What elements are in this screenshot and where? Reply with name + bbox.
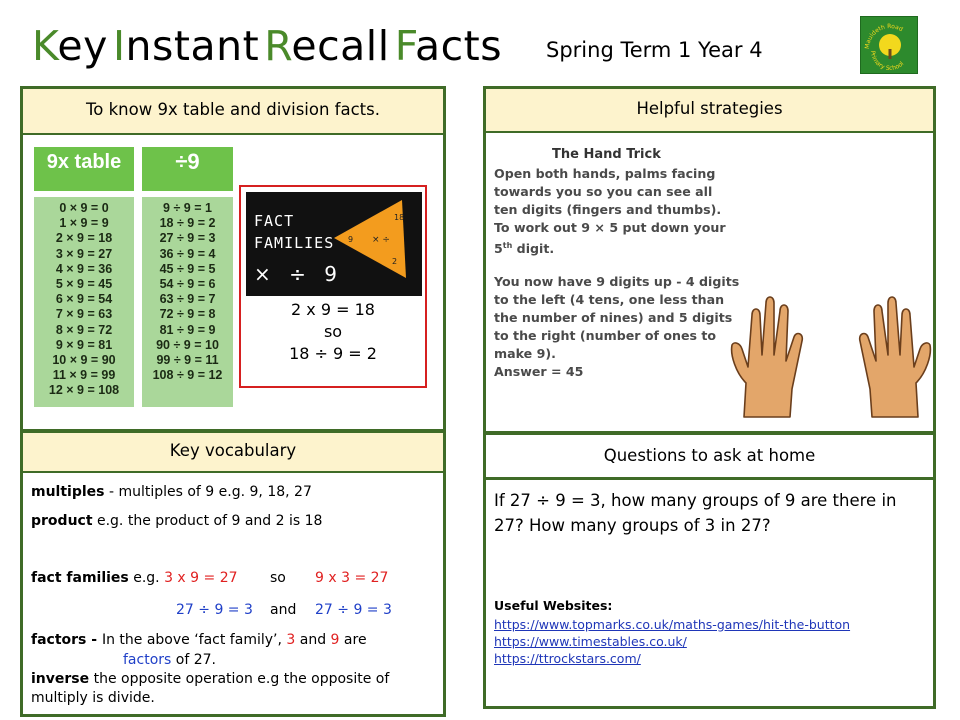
times-table-header: 9x table — [34, 147, 134, 191]
fact-family-image-label: FAMILIES — [254, 234, 335, 252]
fact-family-line: 18 ÷ 9 = 2 — [289, 344, 377, 363]
table-row: 81 ÷ 9 = 9 — [159, 322, 216, 337]
hands-icon — [726, 285, 936, 423]
table-row: 45 ÷ 9 = 5 — [159, 261, 216, 276]
table-row: 4 × 9 = 36 — [55, 261, 113, 276]
table-row: 12 × 9 = 108 — [48, 383, 120, 398]
table-row: 9 ÷ 9 = 1 — [163, 201, 212, 215]
hand-trick-title: The Hand Trick — [552, 147, 661, 162]
link-timestables[interactable]: https://www.timestables.co.uk/ — [494, 634, 687, 649]
vocab-multiples: multiples - multiples of 9 e.g. 9, 18, 27 — [31, 484, 312, 500]
svg-text:Primary School: Primary School — [868, 50, 906, 73]
link-topmarks[interactable]: https://www.topmarks.co.uk/maths-games/hit-the-button — [494, 617, 851, 632]
table-row: 11 × 9 = 99 — [52, 368, 116, 383]
table-row: 2 × 9 = 18 — [55, 231, 113, 246]
vocab-eq2: 9 x 3 = 27 — [315, 570, 389, 586]
fact-triangle-icon — [330, 198, 420, 282]
link-ttrockstars[interactable]: https://ttrockstars.com/ — [494, 651, 641, 666]
facts-heading: To know 9x table and division facts. — [23, 89, 443, 135]
vocab-product: product e.g. the product of 9 and 2 is 18 — [31, 513, 323, 529]
svg-text:Mauldeth Road: Mauldeth Road — [863, 22, 905, 50]
triangle-right-number: 2 — [392, 257, 398, 266]
fact-family-panel — [239, 185, 427, 388]
school-logo — [860, 16, 918, 74]
triangle-left-number: 9 — [348, 235, 354, 244]
title-word: Facts — [394, 22, 503, 70]
websites-label: Useful Websites: — [494, 598, 613, 613]
vocabulary-heading: Key vocabulary — [23, 433, 443, 473]
table-row: 27 ÷ 9 = 3 — [159, 231, 216, 246]
division-table-card — [142, 147, 233, 407]
strategies-box: Helpful strategies The Hand Trick Open both hands, palms facing towards you so you can see all ten digits (fingers and thumbs). To work out 9 × 5 put down your 5th digit. You now have 9 digits up - 4 digits to the left (4 tens, one less than the number of nines) and 5 digits to the right (number of ones to make 9). Answer = 45 — [483, 86, 936, 434]
title-word: Recall — [264, 22, 390, 70]
questions-box — [483, 432, 936, 480]
triangle-ops: × ÷ — [372, 235, 390, 245]
vocab-factors: factors - In the above ‘fact family’, 3 and 9 are — [31, 632, 367, 648]
times-table-card — [34, 147, 134, 407]
facts-box — [20, 86, 446, 432]
fact-family-line: 2 x 9 = 18 — [291, 300, 375, 319]
vocab-fact-families: fact families e.g. 3 x 9 = 27 — [31, 570, 238, 586]
fact-family-image-ops: × ÷ 9 — [254, 262, 343, 286]
title-word: Key — [32, 22, 108, 70]
table-row: 0 × 9 = 0 — [59, 201, 109, 215]
table-row: 10 × 9 = 90 — [52, 353, 116, 368]
table-row: 108 ÷ 9 = 12 — [152, 368, 223, 383]
table-row: 8 × 9 = 72 — [55, 322, 113, 337]
triangle-top-number: 18 — [394, 213, 405, 222]
table-row: 5 × 9 = 45 — [55, 277, 113, 292]
table-row: 6 × 9 = 54 — [55, 292, 113, 307]
division-table-body — [142, 197, 233, 407]
table-row: 7 × 9 = 63 — [55, 307, 113, 322]
vocab-factors-cont: factors of 27. — [123, 652, 216, 668]
table-row: 63 ÷ 9 = 7 — [159, 292, 216, 307]
vocabulary-box — [20, 430, 446, 717]
title-word: Instant — [112, 22, 260, 70]
vocab-and: and — [270, 602, 297, 618]
page-subtitle: Spring Term 1 Year 4 — [546, 38, 763, 62]
vocab-eq3: 27 ÷ 9 = 3 — [176, 602, 253, 618]
questions-body — [483, 477, 936, 709]
table-row: 36 ÷ 9 = 4 — [159, 246, 216, 261]
table-row: 1 × 9 = 9 — [59, 216, 109, 231]
table-row: 54 ÷ 9 = 6 — [159, 277, 216, 292]
table-row: 18 ÷ 9 = 2 — [159, 216, 216, 231]
table-row: 72 ÷ 9 = 8 — [159, 307, 216, 322]
fact-family-image — [246, 192, 422, 296]
page-title — [32, 18, 502, 74]
table-row: 9 × 9 = 81 — [55, 337, 113, 352]
questions-heading: Questions to ask at home — [486, 435, 933, 483]
tree-icon — [861, 17, 918, 74]
home-question: If 27 ÷ 9 = 3, how many groups of 9 are there in 27? How many groups of 3 in 27? — [494, 491, 897, 535]
division-table-header: ÷9 — [142, 147, 233, 191]
vocab-eq4: 27 ÷ 9 = 3 — [315, 602, 392, 618]
times-table-body — [34, 197, 134, 407]
table-row: 90 ÷ 9 = 10 — [156, 337, 219, 352]
strategies-heading: Helpful strategies — [486, 89, 933, 133]
vocab-so: so — [270, 570, 286, 586]
table-row: 3 × 9 = 27 — [55, 246, 113, 261]
vocab-inverse: inverse the opposite operation e.g the opposite of — [31, 671, 390, 687]
table-row: 99 ÷ 9 = 11 — [156, 353, 219, 368]
fact-family-image-label: FACT — [254, 212, 295, 230]
vocab-inverse-cont: multiply is divide. — [31, 690, 155, 706]
fact-family-line: so — [323, 322, 343, 341]
